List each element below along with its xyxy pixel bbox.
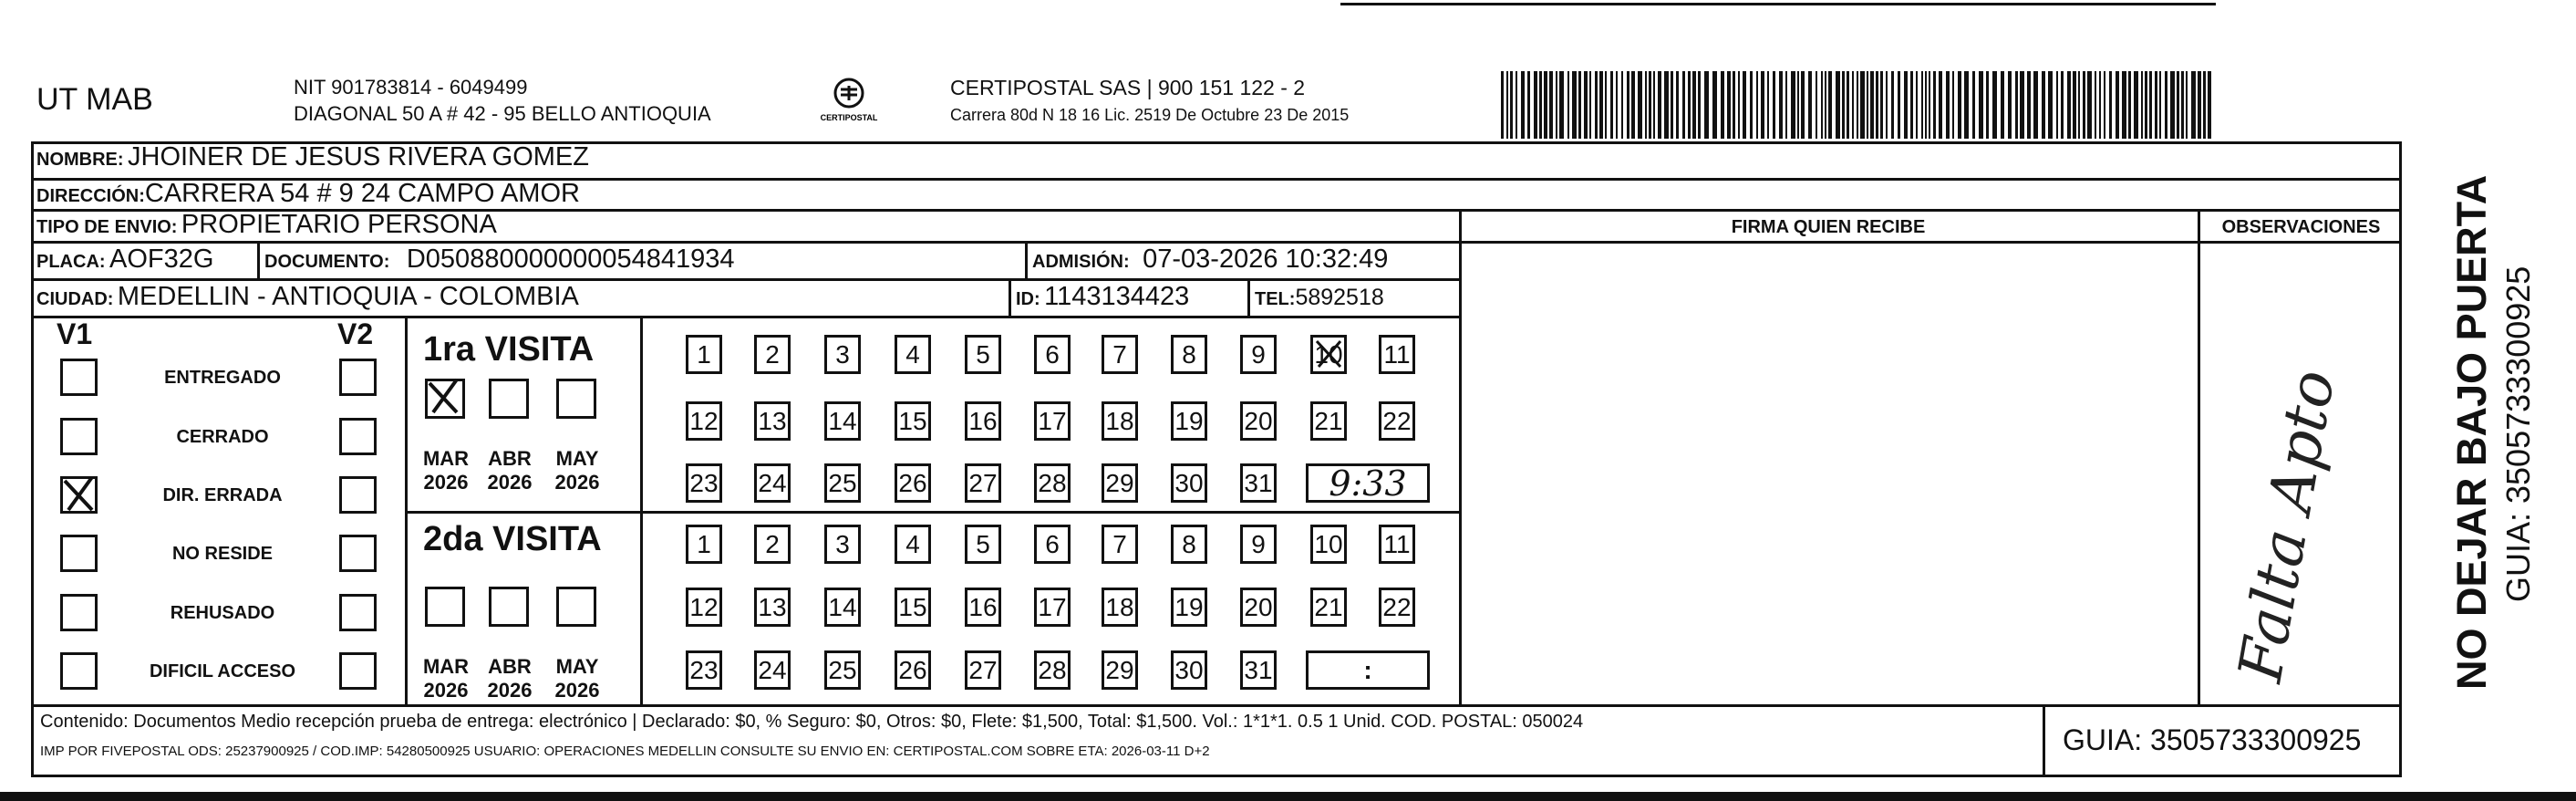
day-box[interactable]: 2 xyxy=(754,335,791,374)
v2-label: V2 xyxy=(337,317,374,350)
time-box[interactable] xyxy=(1306,463,1430,503)
barcode-bar xyxy=(2122,71,2126,139)
day-box[interactable]: 27 xyxy=(965,650,1001,690)
status-label: REHUSADO xyxy=(170,603,275,623)
barcode-bar xyxy=(2099,71,2101,139)
month-checkbox[interactable] xyxy=(556,587,596,627)
day-box[interactable]: 23 xyxy=(686,463,722,503)
day-box[interactable]: 6 xyxy=(1034,335,1071,374)
admision-label: ADMISIÓN: xyxy=(1032,252,1130,272)
barcode-bar xyxy=(2078,71,2080,139)
barcode-bar xyxy=(2128,71,2131,139)
barcode-bar xyxy=(2104,71,2105,139)
month-label: ABR xyxy=(488,447,532,470)
barcode-bar xyxy=(2208,71,2211,139)
barcode-bar xyxy=(1886,71,1888,139)
barcode-bar xyxy=(1733,71,1735,139)
day-box[interactable]: 17 xyxy=(1034,588,1071,627)
barcode-bar xyxy=(1567,71,1569,139)
day-box[interactable]: 13 xyxy=(754,588,791,627)
barcode-bar xyxy=(1925,71,1927,139)
barcode-bar xyxy=(2027,71,2031,139)
barcode-bar xyxy=(1964,71,1969,139)
v1-checkbox[interactable] xyxy=(60,359,98,396)
barcode-bar xyxy=(1750,71,1753,139)
day-box[interactable]: 12 xyxy=(686,401,722,441)
placa-label: PLACA: xyxy=(36,252,106,272)
v1-checkbox[interactable] xyxy=(60,535,98,572)
day-box[interactable]: 24 xyxy=(754,650,791,690)
barcode-bar xyxy=(1727,71,1731,139)
month-checkbox[interactable] xyxy=(556,379,596,419)
barcode-bar xyxy=(1527,71,1530,139)
time-value: 9:33 xyxy=(1329,463,1407,504)
barcode-bar xyxy=(1549,71,1553,139)
barcode-bar xyxy=(1821,71,1823,139)
barcode-bar xyxy=(1539,71,1542,139)
barcode-bar xyxy=(1616,71,1618,139)
logo-text: CERTIPOSTAL xyxy=(820,113,878,122)
month-label: ABR xyxy=(488,655,532,678)
barcode-bar xyxy=(2073,71,2076,139)
day-box[interactable]: 8 xyxy=(1171,525,1207,564)
carrier-address: Carrera 80d N 18 16 Lic. 2519 De Octubre 23 De 2015 xyxy=(950,106,1350,124)
barcode-bar xyxy=(1572,71,1577,139)
v1-checkbox[interactable] xyxy=(60,418,98,455)
barcode-bar xyxy=(1773,71,1775,139)
v2-checkbox[interactable] xyxy=(339,359,377,396)
barcode-bar xyxy=(2191,71,2196,139)
v2-checkbox[interactable] xyxy=(339,418,377,455)
day-box[interactable]: 11 xyxy=(1379,525,1415,564)
month-label: MAY xyxy=(555,447,599,470)
day-box[interactable]: 23 xyxy=(686,650,722,690)
scan-bottom-edge xyxy=(0,792,2576,801)
barcode-bar xyxy=(1880,71,1883,139)
documento-value: D050880000000054841934 xyxy=(406,244,735,274)
day-box[interactable]: 22 xyxy=(1379,401,1415,441)
barcode-bar xyxy=(1801,71,1805,139)
barcode-bar xyxy=(1891,71,1894,139)
day-box[interactable]: 31 xyxy=(1240,650,1277,690)
barcode-bar xyxy=(1836,71,1840,139)
status-label: DIR. ERRADA xyxy=(162,485,283,505)
barcode-bar xyxy=(1791,71,1795,139)
status-label: NO RESIDE xyxy=(171,544,274,564)
day-box[interactable]: 16 xyxy=(965,588,1001,627)
day-box[interactable]: 30 xyxy=(1171,463,1207,503)
day-box[interactable]: 5 xyxy=(965,525,1001,564)
handwritten-note xyxy=(2202,301,2403,702)
month-checkbox[interactable] xyxy=(489,587,529,627)
day-box[interactable]: 2 xyxy=(754,525,791,564)
barcode-bar xyxy=(1916,71,1918,139)
day-box[interactable]: 6 xyxy=(1034,525,1071,564)
direccion-value: CARRERA 54 # 9 24 CAMPO AMOR xyxy=(144,179,580,208)
barcode-bar xyxy=(1904,71,1908,139)
barcode-bar xyxy=(1867,71,1868,139)
barcode-bar xyxy=(1510,71,1513,139)
barcode-bar xyxy=(1631,71,1635,139)
day-box[interactable]: 5 xyxy=(965,335,1001,374)
barcode-bar xyxy=(2198,71,2201,139)
day-box[interactable]: 7 xyxy=(1102,525,1138,564)
day-box[interactable]: 1 xyxy=(686,335,722,374)
barcode-bar xyxy=(1816,71,1817,139)
v2-checkbox[interactable] xyxy=(339,476,377,514)
day-box[interactable]: 18 xyxy=(1102,588,1138,627)
barcode-bar xyxy=(1692,71,1696,139)
barcode-bar xyxy=(1939,71,1942,139)
barcode-bar xyxy=(1521,71,1525,139)
handwriting-text: Falta Apto xyxy=(2224,364,2349,687)
day-box[interactable]: 15 xyxy=(895,588,931,627)
status-label: CERRADO xyxy=(176,427,269,447)
day-box[interactable]: 3 xyxy=(824,335,861,374)
barcode-bar xyxy=(1544,71,1547,139)
v1-checkbox[interactable] xyxy=(60,476,98,514)
day-box[interactable]: 9 xyxy=(1240,525,1277,564)
barcode-bar xyxy=(1559,71,1564,139)
side-guia: GUIA: 3505733300925 xyxy=(2499,265,2537,602)
barcode-bar xyxy=(1595,71,1598,139)
barcode-bar xyxy=(1876,71,1878,139)
direccion-label: DIRECCIÓN: xyxy=(36,186,145,206)
company-address: DIAGONAL 50 A # 42 - 95 BELLO ANTIOQUIA xyxy=(294,102,711,125)
barcode-bar xyxy=(1649,71,1651,139)
barcode xyxy=(1501,71,2221,139)
scan-edge xyxy=(1340,3,2216,5)
v1-label: V1 xyxy=(57,317,93,350)
day-box[interactable]: 10 xyxy=(1310,335,1347,374)
observaciones-label: OBSERVACIONES xyxy=(2221,217,2381,237)
day-box[interactable]: 27 xyxy=(965,463,1001,503)
barcode-bar xyxy=(1645,71,1647,139)
barcode-bar xyxy=(2087,71,2092,139)
barcode-bar xyxy=(2149,71,2152,139)
month-label: MAR xyxy=(422,655,470,678)
barcode-bar xyxy=(2048,71,2053,139)
barcode-bar xyxy=(2008,71,2012,139)
first-visit-title: 1ra VISITA xyxy=(423,330,595,369)
day-box[interactable]: 25 xyxy=(824,650,861,690)
barcode-bar xyxy=(1676,71,1679,139)
barcode-bar xyxy=(1808,71,1812,139)
day-box[interactable]: 12 xyxy=(686,588,722,627)
barcode-bar xyxy=(2083,71,2085,139)
day-box[interactable]: 11 xyxy=(1379,335,1415,374)
barcode-bar xyxy=(1870,71,1874,139)
status-label: DIFICIL ACCESO xyxy=(149,661,295,681)
barcode-bar xyxy=(1704,71,1709,139)
day-box[interactable]: 29 xyxy=(1102,650,1138,690)
barcode-bar xyxy=(1946,71,1950,139)
barcode-bar xyxy=(2203,71,2206,139)
barcode-bar xyxy=(1797,71,1799,139)
barcode-bar xyxy=(1979,71,1983,139)
year-label: 2026 xyxy=(423,679,469,702)
day-box[interactable]: 16 xyxy=(965,401,1001,441)
tel-label: TEL: xyxy=(1255,289,1296,309)
barcode-bar xyxy=(1578,71,1581,139)
barcode-bar xyxy=(2056,71,2058,139)
day-box[interactable]: 19 xyxy=(1171,588,1207,627)
status-label: ENTREGADO xyxy=(164,368,281,388)
day-box[interactable]: 29 xyxy=(1102,463,1138,503)
barcode-bar xyxy=(2155,71,2157,139)
v1-checkbox[interactable] xyxy=(60,652,98,690)
day-box[interactable]: 3 xyxy=(824,525,861,564)
day-box[interactable]: 19 xyxy=(1171,401,1207,441)
barcode-bar xyxy=(1506,71,1508,139)
barcode-bar xyxy=(1898,71,1900,139)
barcode-bar xyxy=(1921,71,1923,139)
year-label: 2026 xyxy=(554,471,600,494)
id-label: ID: xyxy=(1016,289,1040,309)
company-nit: NIT 901783814 - 6049499 xyxy=(294,76,528,99)
day-box[interactable]: 28 xyxy=(1034,650,1071,690)
day-box[interactable]: 10 xyxy=(1310,525,1347,564)
barcode-bar xyxy=(2181,71,2184,139)
barcode-bar xyxy=(1933,71,1936,139)
barcode-bar xyxy=(2134,71,2138,139)
barcode-bar xyxy=(1599,71,1603,139)
barcode-bar xyxy=(1556,71,1557,139)
year-label: 2026 xyxy=(487,471,533,494)
barcode-bar xyxy=(1621,71,1623,139)
barcode-bar xyxy=(2109,71,2112,139)
barcode-bar xyxy=(1756,71,1758,139)
ciudad-label: CIUDAD: xyxy=(36,289,114,309)
certipostal-logo xyxy=(819,73,879,128)
barcode-bar xyxy=(2177,71,2179,139)
day-box[interactable]: 24 xyxy=(754,463,791,503)
day-box[interactable]: 9 xyxy=(1240,335,1277,374)
barcode-bar xyxy=(1828,71,1832,139)
day-box[interactable]: 31 xyxy=(1240,463,1277,503)
month-label: MAY xyxy=(555,655,599,678)
barcode-bar xyxy=(2015,71,2018,139)
barcode-bar xyxy=(2033,71,2038,139)
barcode-bar xyxy=(1658,71,1661,139)
year-label: 2026 xyxy=(554,679,600,702)
barcode-bar xyxy=(1698,71,1701,139)
barcode-bar xyxy=(1653,71,1655,139)
month-checkbox[interactable] xyxy=(425,587,465,627)
barcode-bar xyxy=(1986,71,1989,139)
admision-value: 07-03-2026 10:32:49 xyxy=(1143,244,1389,274)
barcode-bar xyxy=(1671,71,1673,139)
year-label: 2026 xyxy=(487,679,533,702)
barcode-bar xyxy=(2170,71,2175,139)
barcode-bar xyxy=(2001,71,2004,139)
barcode-bar xyxy=(1952,71,1954,139)
day-box[interactable]: 30 xyxy=(1171,650,1207,690)
day-box[interactable]: 15 xyxy=(895,401,931,441)
v2-checkbox[interactable] xyxy=(339,652,377,690)
day-box[interactable]: 8 xyxy=(1171,335,1207,374)
barcode-bar xyxy=(1958,71,1961,139)
barcode-bar xyxy=(1664,71,1669,139)
day-box[interactable]: 28 xyxy=(1034,463,1071,503)
time-value: : xyxy=(1363,656,1372,684)
ciudad-value: MEDELLIN - ANTIOQUIA - COLOMBIA xyxy=(117,282,579,311)
barcode-bar xyxy=(1516,71,1517,139)
barcode-bar xyxy=(2159,71,2161,139)
barcode-bar xyxy=(1761,71,1764,139)
barcode-bar xyxy=(2186,71,2188,139)
carrier-name: CERTIPOSTAL SAS | 900 151 122 - 2 xyxy=(950,76,1306,99)
barcode-bar xyxy=(1860,71,1865,139)
footer-contents: Contenido: Documentos Medio recepción prueba de entrega: electrónico | Declarado: $0, % Seguro: $0, Otros: $0, Flete: $1,500, Total: $1,500. Vol.: 1*1*1. 0.5 1 Unid. COD. POSTAL: 050024 xyxy=(40,712,1584,732)
tipo-envio-label: TIPO DE ENVIO: xyxy=(36,217,178,237)
side-text xyxy=(2402,146,2575,785)
barcode-bar xyxy=(2116,71,2119,139)
barcode-bar xyxy=(1992,71,1997,139)
footer-guia: GUIA: 3505733300925 xyxy=(2063,723,2362,756)
barcode-bar xyxy=(2042,71,2045,139)
barcode-bar xyxy=(1972,71,1975,139)
barcode-bar xyxy=(2020,71,2024,139)
second-visit-title: 2da VISITA xyxy=(423,520,602,558)
barcode-bar xyxy=(1852,71,1854,139)
barcode-bar xyxy=(1857,71,1858,139)
side-warning: NO DEJAR BAJO PUERTA xyxy=(2448,174,2495,690)
barcode-bar xyxy=(1627,71,1629,139)
v2-checkbox[interactable] xyxy=(339,594,377,631)
day-box[interactable]: 14 xyxy=(824,401,861,441)
barcode-bar xyxy=(1929,71,1930,139)
barcode-bar xyxy=(1721,71,1724,139)
month-label: MAR xyxy=(422,447,470,470)
day-box[interactable]: 26 xyxy=(895,463,931,503)
barcode-bar xyxy=(1779,71,1783,139)
barcode-bar xyxy=(1743,71,1746,139)
day-box[interactable]: 1 xyxy=(686,525,722,564)
footer-print-info: IMP POR FIVEPOSTAL ODS: 25237900925 / COD.IMP: 54280500925 USUARIO: OPERACIONES MEDELLIN CONSULTE SU ENVIO EN: CERTIPOSTAL.COM SOBRE ETA: 2026-03-11 D+2 xyxy=(40,744,1210,759)
nombre-value: JHOINER DE JESUS RIVERA GOMEZ xyxy=(128,142,589,172)
barcode-bar xyxy=(1842,71,1845,139)
day-box[interactable]: 7 xyxy=(1102,335,1138,374)
firma-label: FIRMA QUIEN RECIBE xyxy=(1731,217,1926,237)
day-box[interactable]: 21 xyxy=(1310,401,1347,441)
day-box[interactable]: 13 xyxy=(754,401,791,441)
id-value: 1143134423 xyxy=(1044,282,1190,311)
nombre-label: NOMBRE: xyxy=(36,150,124,170)
day-box[interactable]: 22 xyxy=(1379,588,1415,627)
day-box[interactable]: 4 xyxy=(895,525,931,564)
day-box[interactable]: 21 xyxy=(1310,588,1347,627)
barcode-bar xyxy=(1610,71,1613,139)
barcode-bar xyxy=(1501,71,1504,139)
barcode-bar xyxy=(1825,71,1826,139)
barcode-bar xyxy=(1712,71,1717,139)
month-checkbox[interactable] xyxy=(489,379,529,419)
tel-value: 5892518 xyxy=(1295,285,1384,310)
barcode-bar xyxy=(1584,71,1588,139)
month-checkbox[interactable] xyxy=(425,379,465,419)
barcode-bar xyxy=(2061,71,2064,139)
day-box[interactable]: 14 xyxy=(824,588,861,627)
day-box[interactable]: 26 xyxy=(895,650,931,690)
v2-checkbox[interactable] xyxy=(339,535,377,572)
barcode-bar xyxy=(1638,71,1642,139)
tipo-envio-value: PROPIETARIO PERSONA xyxy=(181,210,497,239)
day-box[interactable]: 20 xyxy=(1240,588,1277,627)
barcode-bar xyxy=(1605,71,1607,139)
barcode-bar xyxy=(2095,71,2096,139)
year-label: 2026 xyxy=(423,471,469,494)
barcode-bar xyxy=(2141,71,2143,139)
day-box[interactable]: 25 xyxy=(824,463,861,503)
barcode-bar xyxy=(1785,71,1787,139)
v1-checkbox[interactable] xyxy=(60,594,98,631)
barcode-bar xyxy=(2165,71,2167,139)
barcode-bar xyxy=(2145,71,2147,139)
barcode-bar xyxy=(1910,71,1913,139)
barcode-bar xyxy=(1847,71,1849,139)
barcode-bar xyxy=(1682,71,1685,139)
barcode-bar xyxy=(1738,71,1740,139)
day-box[interactable]: 18 xyxy=(1102,401,1138,441)
company-name: UT MAB xyxy=(36,82,153,117)
documento-label: DOCUMENTO: xyxy=(264,252,390,272)
barcode-bar xyxy=(1589,71,1591,139)
day-box[interactable]: 4 xyxy=(895,335,931,374)
time-box[interactable] xyxy=(1306,650,1430,690)
day-box[interactable]: 20 xyxy=(1240,401,1277,441)
barcode-bar xyxy=(1534,71,1537,139)
day-box[interactable]: 17 xyxy=(1034,401,1071,441)
barcode-bar xyxy=(1767,71,1769,139)
placa-value: AOF32G xyxy=(109,244,214,274)
barcode-bar xyxy=(1688,71,1691,139)
barcode-bar xyxy=(2067,71,2071,139)
